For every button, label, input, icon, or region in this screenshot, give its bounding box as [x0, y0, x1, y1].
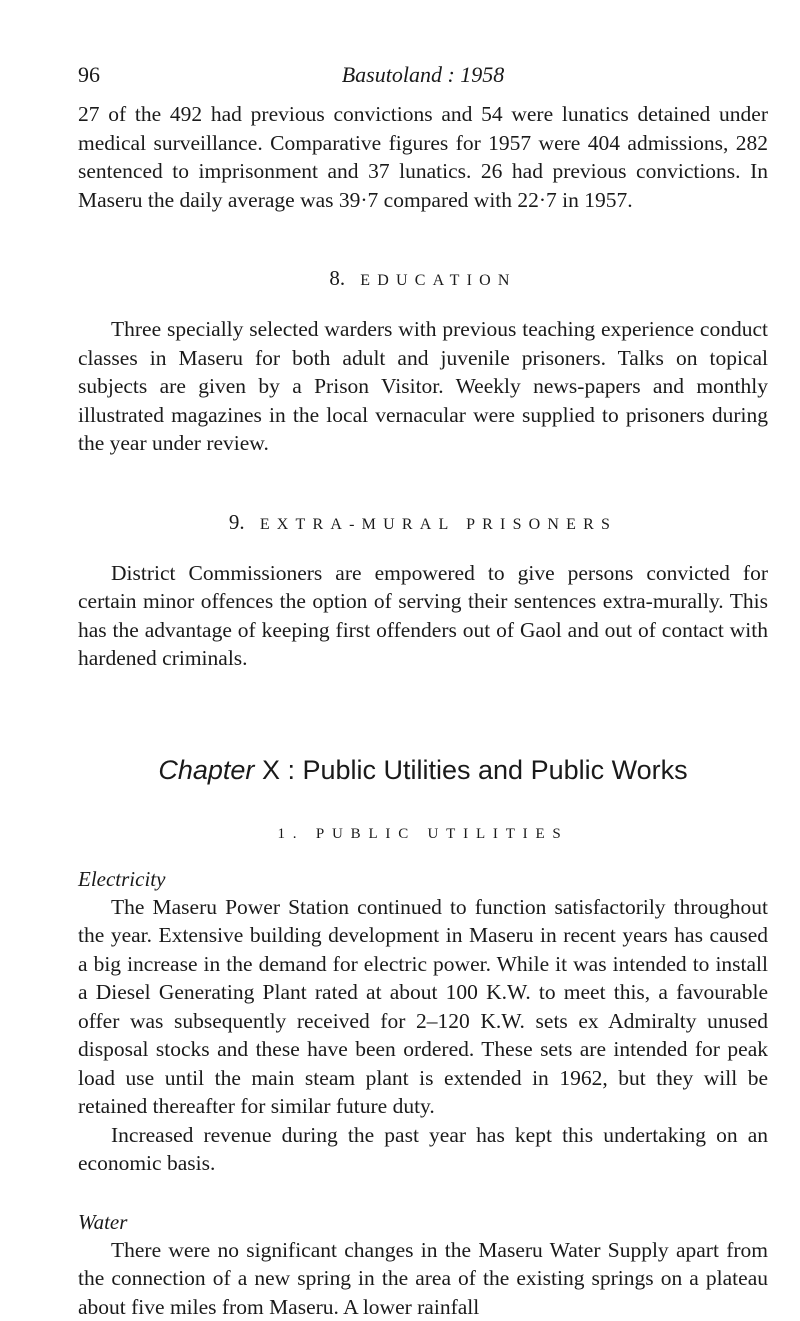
electricity-paragraph: The Maseru Power Station continued to function satisfactorily throughout the year. Extensive building development in Maseru in recent years has caused a big increase in the demand for electric power. While it was intended to install a Diesel Generating Plant rated at about 100 K.W. to meet this, a favourable offer was subsequently received for 2–120 K.W. sets ex Admiralty unused disposal stocks and these have been ordered. These sets are intended for peak load use until the main steam plant is extended in 1962, but they will be retained thereafter for similar future duty. [78, 893, 768, 1121]
opening-paragraph: 27 of the 492 had previous convictions and 54 were lunatics detained under medical surveillance. Comparative figures for 1957 were 404 admissions, 282 sentenced to imprisonment and 37 lunatics. 26 had previous convictions. In Maseru the daily average was 39·7 compared with 22·7 in 1957. [78, 100, 768, 214]
chapter-number: X [262, 755, 280, 785]
section-number: 1. [277, 826, 304, 842]
electricity-heading: Electricity [78, 865, 768, 893]
section-heading-extra-mural [78, 510, 768, 535]
education-paragraph: Three specially selected warders with previous teaching experience conduct classes in Maseru for both adult and juvenile prisoners. Talks on topical subjects are given by a Prison Visitor. Weekly news-papers and monthly illustrated magazines in the local vernacular were supplied to prisoners during the year under review. [78, 315, 768, 458]
water-paragraph: There were no significant changes in the Maseru Water Supply apart from the connection of a new spring in the area of the existing springs on a plateau about five miles from Maseru. A lower rainfall [78, 1236, 768, 1321]
running-title: Basutoland : 1958 [78, 62, 768, 88]
section-title: PUBLIC UTILITIES [316, 826, 569, 842]
page-number: 96 [78, 62, 100, 88]
section-number: 8. [329, 266, 345, 290]
page-header [78, 62, 768, 94]
water-heading: Water [78, 1208, 768, 1236]
chapter-word: Chapter [158, 755, 254, 785]
section-heading-public-utilities [78, 826, 768, 843]
section-heading-education [78, 266, 768, 291]
extra-mural-paragraph: District Commissioners are empowered to give persons convicted for certain minor offences the option of serving their sentences extra-murally. This has the advantage of keeping first offenders out of Gaol and out of contact with hardened criminals. [78, 559, 768, 673]
document-page [78, 62, 768, 1321]
section-number: 9. [229, 510, 245, 534]
chapter-title [78, 755, 768, 786]
section-title: EDUCATION [360, 272, 516, 289]
chapter-name: : Public Utilities and Public Works [287, 755, 687, 785]
section-title: EXTRA-MURAL PRISONERS [260, 516, 617, 533]
electricity-paragraph-2: Increased revenue during the past year has kept this undertaking on an economic basis. [78, 1121, 768, 1178]
